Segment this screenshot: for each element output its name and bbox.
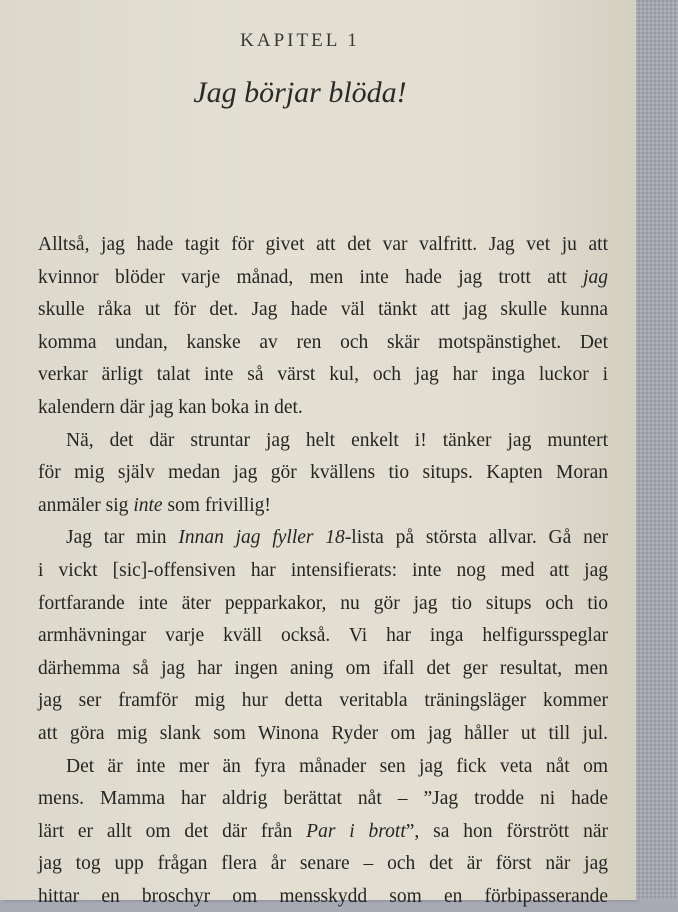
text-line [38, 849, 608, 879]
italic-run: inte [133, 494, 163, 516]
text-line [38, 817, 608, 847]
text-line [38, 491, 271, 521]
text-run: i vickt [sic]-offensiven har intensifierats: inte nog med att jag [38, 560, 608, 581]
text-run: jag ser framför mig hur detta veritabla träningsläger kommer [38, 690, 608, 712]
text-run: ”, sa hon förstrött när [405, 820, 608, 842]
text-run: Nä, det där struntar jag helt enkelt i! tänker jag muntert [66, 429, 608, 451]
text-line [38, 589, 608, 619]
text-line [38, 686, 608, 716]
text-line [38, 360, 608, 390]
text-line [38, 654, 608, 684]
text-run: mens. Mamma har aldrig berättat nåt – ”Jag trodde ni hade [38, 788, 608, 810]
text-run: jag tog upp frågan flera år senare – och det är först när jag [38, 853, 608, 875]
text-run: hittar en broschyr om mensskydd som en förbipasserande [38, 886, 608, 907]
text-line [38, 295, 608, 325]
text-run: -lista på största allvar. Gå ner [344, 527, 608, 549]
text-run: fortfarande inte äter pepparkakor, nu gör jag tio situps och tio [38, 592, 608, 614]
text-line [38, 263, 608, 293]
text-run: för mig själv medan jag gör kvällens tio situps. Kapten Moran [38, 462, 608, 484]
text-line [66, 752, 608, 782]
text-run: komma undan, kanske av ren och skär motspänstighet. Det [38, 331, 608, 353]
text-run: därhemma så jag har ingen aning om ifall det ger resultat, men [38, 657, 608, 679]
text-run: verkar ärligt talat inte så värst kul, och jag har inga luckor i [38, 364, 608, 386]
text-run: Alltså, jag hade tagit för givet att det var valfritt. Jag vet ju att [38, 234, 608, 255]
text-line [38, 784, 608, 814]
text-line [38, 458, 608, 488]
text-line [38, 230, 608, 260]
text-run: som frivillig! [162, 494, 271, 516]
text-line [38, 556, 608, 586]
text-line [38, 719, 608, 749]
chapter-label: KAPITEL 1 [240, 30, 360, 51]
text-line [66, 523, 608, 553]
text-run: Jag tar min [66, 527, 179, 549]
text-line [38, 393, 303, 423]
book-cover-edge [636, 0, 678, 900]
text-line [38, 328, 608, 358]
text-run: anmäler sig [38, 494, 134, 516]
text-line [38, 882, 608, 912]
text-run: skulle råka ut för det. Jag hade väl tänkt att jag skulle kunna [38, 299, 608, 321]
italic-run: Par i brott [306, 820, 406, 842]
chapter-title: Jag börjar blöda! [193, 76, 407, 109]
text-run: kvinnor blöder varje månad, men inte hade jag trott att [38, 266, 584, 288]
text-run: kalendern där jag kan boka in det. [38, 397, 303, 418]
italic-run: Innan jag fyller 18 [178, 527, 345, 549]
text-run: Det är inte mer än fyra månader sen jag fick veta nåt om [66, 755, 608, 777]
text-run: armhävningar varje kväll också. Vi har inga helfigursspeglar [38, 625, 608, 647]
text-line [66, 426, 608, 456]
text-run: att göra mig slank som Winona Ryder om jag håller ut till jul. [38, 723, 608, 744]
text-run: lärt er allt om det där från [38, 820, 307, 842]
text-line [38, 621, 608, 651]
italic-run: jag [583, 266, 608, 288]
